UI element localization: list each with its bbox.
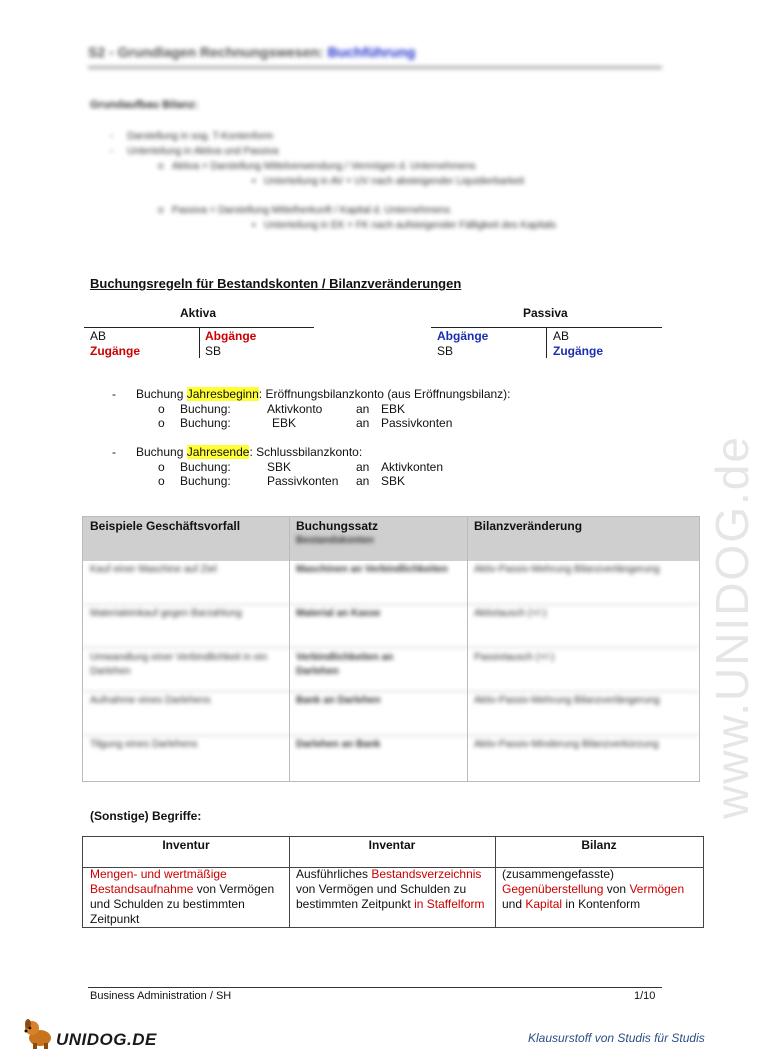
- buchung-row: o: [158, 474, 165, 488]
- passiva-zugaenge: Zugänge: [553, 344, 603, 358]
- intro-line: o Passiva = Darstellung Mittelherkunft / Kapital d. Unternehmens: [158, 205, 451, 216]
- examples-header-2: Buchungssatz: [296, 519, 379, 533]
- examples-table: [82, 516, 700, 782]
- table-row: Maschinen an Verbindlichkeiten: [296, 564, 448, 575]
- dog-logo-icon: [22, 1016, 56, 1050]
- intro-line: - Unterteilung in Aktiva und Passiva: [110, 146, 279, 157]
- buchung-jahresende: - Buchung Jahresende: Schlussbilanzkonto:: [112, 445, 363, 459]
- aktiva-ab: AB: [90, 329, 107, 343]
- highlight-jahresende: Jahresende: [186, 445, 250, 459]
- passiva-abgaenge: Abgänge: [437, 329, 489, 343]
- cell-inventur: Mengen- und wertmäßige Bestandsaufnahme von Vermögen und Schulden zu bestimmten Zeitpunkt: [90, 867, 275, 926]
- logo-text: UNIDOG.DE: [56, 1030, 157, 1049]
- examples-header-1: Beispiele Geschäftsvorfall: [90, 519, 241, 533]
- buchung-an: an: [356, 402, 370, 416]
- buchung-soll: Aktivkonto: [267, 402, 323, 416]
- intro-line: ▪ Unterteilung in EK + FK nach aufsteigender Fälligkeit des Kapitals: [252, 220, 556, 231]
- buchung-soll: Passivkonten: [267, 474, 339, 488]
- table-row: Umwandlung einer Verbindlichkeit in ein Darlehen: [90, 652, 268, 677]
- table-row: Darlehen an Bank: [296, 739, 381, 750]
- buchung-row: o: [158, 460, 165, 474]
- passiva-title: Passiva: [523, 306, 568, 320]
- table-row: Materialeinkauf gegen Barzahlung: [90, 608, 242, 619]
- passiva-vline: [546, 327, 547, 358]
- buchung-haben: Aktivkonten: [381, 460, 444, 474]
- table-row: Aktivtausch (+/-): [474, 608, 547, 619]
- table-row: Aktiv-Passiv-Mehrung Bilanzverlängerung: [474, 564, 660, 575]
- aktiva-zugaenge: Zugänge: [90, 344, 140, 358]
- page-number: 1/10: [634, 990, 656, 1002]
- examples-col-divider: [467, 517, 468, 781]
- table-row: Aktiv-Passiv-Minderung Bilanzverkürzung: [474, 739, 659, 750]
- watermark: www.UNIDOG.de: [705, 435, 758, 819]
- table-row: Verbindlichkeiten an Darlehen: [296, 652, 394, 677]
- intro-line: ▪ Unterteilung in AV + UV nach absteigender Liquidierbarkeit: [252, 176, 525, 187]
- aktiva-vline: [199, 327, 200, 358]
- table-row: Kauf einer Maschine auf Ziel: [90, 564, 217, 575]
- passiva-sb: SB: [437, 344, 454, 358]
- buchung-label: Buchung:: [180, 460, 231, 474]
- aktiva-sb: SB: [205, 344, 222, 358]
- buchung-an: an: [356, 416, 370, 430]
- examples-row-divider: [83, 735, 699, 736]
- title-rule: [88, 66, 662, 69]
- table-row: Passivtausch (+/-): [474, 652, 555, 663]
- buchung-label: Buchung:: [180, 402, 231, 416]
- buchung-haben: Passivkonten: [381, 416, 453, 430]
- title-prefix: S2 - Grundlagen Rechnungswesen:: [88, 44, 324, 60]
- footer-left: Business Administration / SH: [90, 990, 232, 1002]
- header-inventar: Inventar: [368, 838, 416, 852]
- begriffe-title: (Sonstige) Begriffe:: [90, 809, 202, 823]
- highlight-jahresbeginn: Jahresbeginn: [186, 387, 259, 401]
- aktiva-title: Aktiva: [180, 306, 217, 320]
- intro-heading: Grundaufbau Bilanz:: [90, 99, 199, 111]
- begriffe-table: [82, 836, 704, 928]
- intro-line: - Darstellung in sog. T-Kontenform: [110, 131, 274, 142]
- header-bilanz: Bilanz: [581, 838, 617, 852]
- footer-rule: [88, 987, 662, 988]
- aktiva-abgaenge: Abgänge: [205, 329, 257, 343]
- examples-col-divider: [289, 517, 290, 781]
- examples-header-3: Bilanzveränderung: [474, 519, 583, 533]
- buchung-row: o: [158, 416, 165, 430]
- buchung-haben: SBK: [381, 474, 406, 488]
- buchung-an: an: [356, 474, 370, 488]
- cell-bilanz: (zusammengefasste) Gegenüberstellung von Vermögen und Kapital in Kontenform: [502, 867, 685, 911]
- buchung-haben: EBK: [381, 402, 406, 416]
- table-row: Tilgung eines Darlehens: [90, 739, 198, 750]
- header-inventur: Inventur: [162, 838, 210, 852]
- examples-row-divider: [83, 691, 699, 692]
- table-row: Aufnahme eines Darlehens: [90, 695, 211, 706]
- page-title: [88, 44, 415, 60]
- examples-subheader: Bestandskonten: [296, 535, 374, 546]
- title-accent: Buchführung: [327, 44, 416, 60]
- table-row: Bank an Darlehen: [296, 695, 381, 706]
- buchung-soll: EBK: [272, 416, 297, 430]
- table-row: Material an Kasse: [296, 608, 381, 619]
- buchung-an: an: [356, 460, 370, 474]
- intro-line: o Aktiva = Darstellung Mittelverwendung / Vermögen d. Unternehmens: [158, 161, 476, 172]
- table-row: Aktiv-Passiv-Mehrung Bilanzverlängerung: [474, 695, 660, 706]
- buchung-row: o: [158, 402, 165, 416]
- buchung-label: Buchung:: [180, 474, 231, 488]
- buchung-label: Buchung:: [180, 416, 231, 430]
- cell-inventar: Ausführliches Bestandsverzeichnis von Vermögen und Schulden zu bestimmten Zeitpunkt in Staffelform: [296, 867, 485, 911]
- buchung-soll: SBK: [267, 460, 292, 474]
- examples-row-divider: [83, 604, 699, 605]
- examples-row-divider: [83, 647, 699, 648]
- buchung-jahresbeginn: - Buchung Jahresbeginn: Eröffnungsbilanzkonto (aus Eröffnungsbilanz):: [112, 387, 511, 401]
- section-title: Buchungsregeln für Bestandskonten / Bilanzveränderungen: [90, 276, 462, 291]
- passiva-ab: AB: [553, 329, 570, 343]
- slogan: Klausurstoff von Studis für Studis: [528, 1031, 705, 1045]
